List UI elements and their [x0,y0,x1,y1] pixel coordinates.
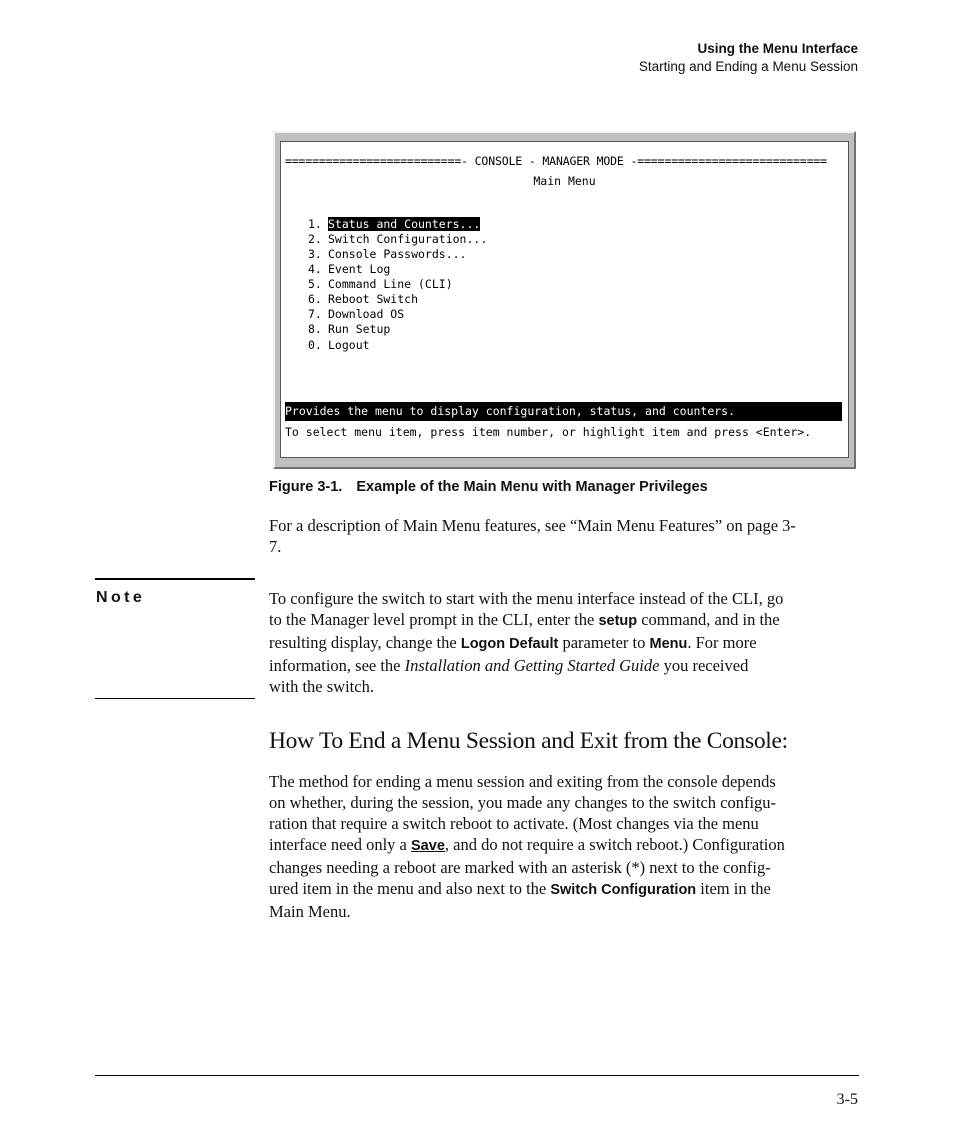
running-header-subtitle: Starting and Ending a Menu Session [638,59,858,74]
text-line: 7. [269,537,282,556]
menu-item-number: 2. [308,232,322,246]
text-line: Main Menu. [269,902,351,921]
text-line: For a description of Main Menu features, see “Main Menu Features” on page 3- [269,516,796,535]
text-line: to the Manager level prompt in the CLI, enter the setup command, and in the [269,610,780,629]
keyword-save: Save [411,838,445,854]
text-line: on whether, during the session, you made any changes to the switch configu- [269,793,777,812]
text-line: with the switch. [269,677,374,696]
menu-item-number: 7. [308,307,322,321]
keyword-switch-configuration: Switch Configuration [550,882,697,898]
menu-item-number: 5. [308,277,322,291]
text-line: ured item in the menu and also next to the Switch Configuration item in the [269,879,771,898]
console-help-line: To select menu item, press item number, or highlight item and press <Enter>. [285,425,812,439]
console-screen [280,141,849,458]
text-line: resulting display, change the Logon Default parameter to Menu. For more [269,633,757,652]
text-line: changes needing a reboot are marked with an asterisk (*) next to the config- [269,858,771,877]
menu-item-number: 0. [308,338,322,352]
keyword-menu: Menu [649,636,688,652]
console-menu-title: Main Menu [533,174,596,188]
note-label: Note [96,589,146,606]
menu-item-console-passwords[interactable]: Console Passwords... [328,247,467,261]
menu-item-download-os[interactable]: Download OS [328,307,405,321]
menu-item-number: 1. [308,217,322,231]
note-rule-bottom [95,698,255,699]
figure-caption-text: Example of the Main Menu with Manager Privileges [356,479,708,495]
console-screenshot [273,131,856,469]
text-line: To configure the switch to start with the menu interface instead of the CLI, go [269,589,784,608]
text-line: The method for ending a menu session and exiting from the console depends [269,772,776,791]
menu-item-reboot-switch[interactable]: Reboot Switch [328,292,419,306]
section-heading: How To End a Menu Session and Exit from the Console: [269,728,788,754]
description-paragraph [269,515,861,557]
figure-caption [269,479,708,495]
running-header-title: Using the Menu Interface [697,41,858,56]
text-line: information, see the Installation and Getting Started Guide you received [269,656,749,675]
text-line: interface need only a Save, and do not require a switch reboot.) Configuration [269,835,785,854]
console-status-line: Provides the menu to display configuration, status, and counters. [285,402,842,421]
figure-label: Figure 3-1. [269,479,343,495]
text-line: ration that require a switch reboot to activate. (Most changes via the menu [269,814,759,833]
menu-item-event-log[interactable]: Event Log [328,262,391,276]
page-number: 3-5 [836,1091,858,1108]
menu-item-switch-configuration[interactable]: Switch Configuration... [328,232,488,246]
note-paragraph [269,588,861,697]
section-paragraph [269,771,861,922]
footer-rule [95,1075,859,1076]
menu-item-status-and-counters[interactable] [328,217,480,232]
menu-item-logout[interactable]: Logout [328,338,370,352]
menu-item-number: 6. [308,292,322,306]
menu-item-command-line[interactable]: Command Line (CLI) [328,277,453,291]
note-rule-top [95,578,255,580]
keyword-setup: setup [598,613,638,629]
menu-item-label: Status and Counters... [328,217,481,231]
console-title-line: ==========================- CONSOLE - MANAGER MODE -============================ [285,154,827,168]
guide-title: Installation and Getting Started Guide [404,656,660,675]
menu-item-run-setup[interactable]: Run Setup [328,322,391,336]
menu-item-number: 8. [308,322,322,336]
menu-item-number: 4. [308,262,322,276]
menu-item-number: 3. [308,247,322,261]
keyword-logon-default: Logon Default [460,636,559,652]
